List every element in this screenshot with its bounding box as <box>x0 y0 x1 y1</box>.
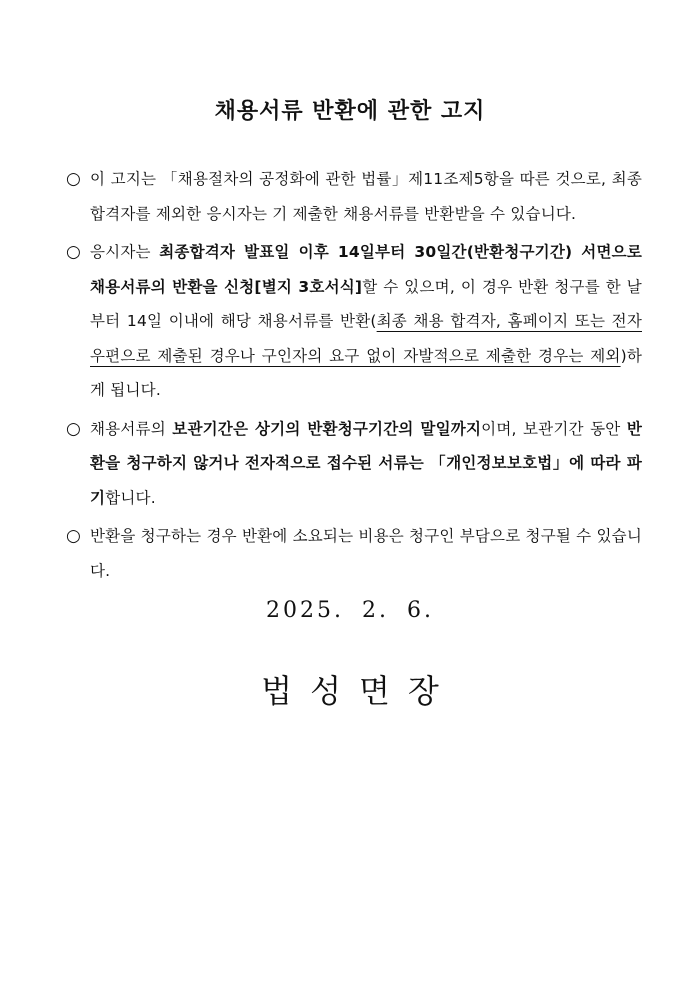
item-text: 응시자는 최종합격자 발표일 이후 14일부터 30일간(반환청구기간) 서면으로 채용서류의 반환을 신청[별지 3호서식]할 수 있으며, 이 경우 반환 청구를 한 날부터 14일 이내에 해당 채용서류를 반환(최종 채용 합격자, 홈페이지 또는 전자우편으로 제출된 경우나 구인자의 요구 없이 자발적으로 제출한 경우는 제외)하게 됩니다. <box>90 243 642 399</box>
circle-bullet-icon: ○ <box>66 242 81 262</box>
circle-bullet-icon: ○ <box>66 526 81 546</box>
notice-list <box>66 162 642 592</box>
emphasis-text: 최종합격자 발표일 이후 14일부터 30일간(반환청구기간) 서면으로 채용서류의 반환을 신청[별지 3호서식] <box>90 243 642 296</box>
item-text: 채용서류의 보관기간은 상기의 반환청구기간의 말일까지이며, 보관기간 동안 반환을 청구하지 않거나 전자적으로 접수된 서류는 「개인정보보호법」에 따라 파기합니다. <box>90 419 643 507</box>
item-text: 이 고지는 「채용절차의 공정화에 관한 법률」제11조제5항을 따른 것으로, 최종합격자를 제외한 응시자는 기 제출한 채용서류를 반환받을 수 있습니다. <box>90 170 642 223</box>
emphasis-text: 보관기간은 상기의 반환청구기간의 말일까지 <box>172 419 482 438</box>
notice-date: 2025. 2. 6. <box>266 598 434 623</box>
signer-name: 법성면장 <box>261 672 457 710</box>
list-item <box>66 235 642 408</box>
emphasis-text: 반환을 청구하지 않거나 전자적으로 접수된 서류는 「개인정보보호법」에 따라 파기 <box>90 419 643 507</box>
circle-bullet-icon: ○ <box>66 418 81 439</box>
circle-bullet-icon: ○ <box>66 169 81 189</box>
item-text: 반환을 청구하는 경우 반환에 소요되는 비용은 청구인 부담으로 청구될 수 있습니다. <box>90 527 642 580</box>
list-item <box>66 412 642 516</box>
underlined-text: 최종 채용 합격자, 홈페이지 또는 전자우편으로 제출된 경우나 구인자의 요구 없이 자발적으로 제출한 경우는 제외 <box>90 312 642 365</box>
list-item <box>66 519 642 588</box>
page-title: 채용서류 반환에 관한 고지 <box>214 99 486 124</box>
list-item <box>66 162 642 231</box>
